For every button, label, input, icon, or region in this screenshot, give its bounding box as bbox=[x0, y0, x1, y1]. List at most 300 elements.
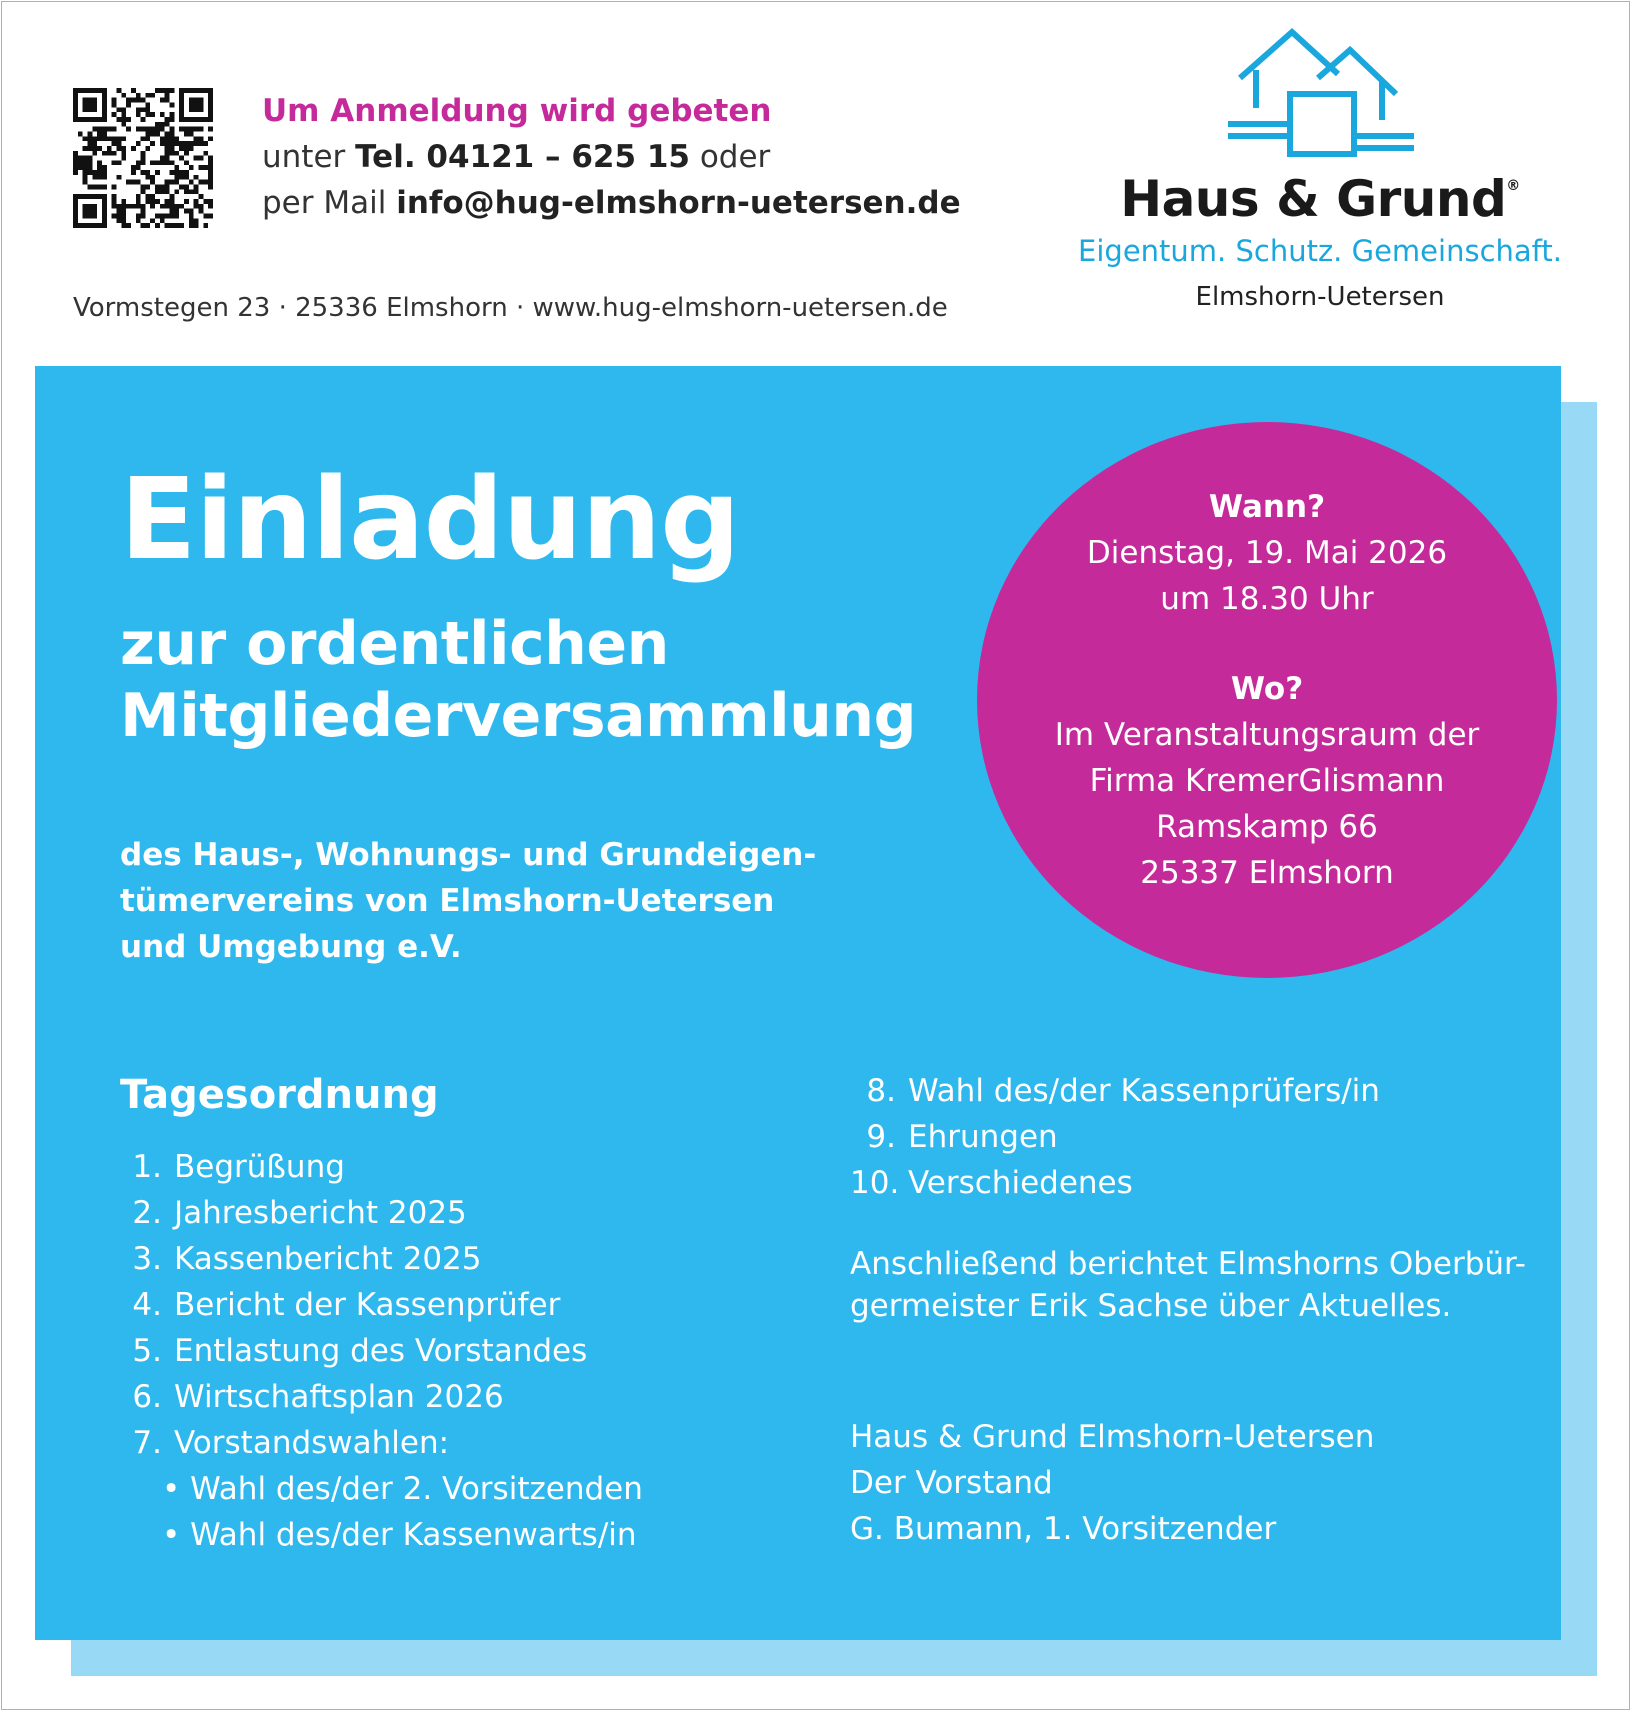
qr-module bbox=[73, 112, 78, 117]
qr-module bbox=[87, 214, 92, 219]
qr-module bbox=[116, 136, 121, 141]
association-line-1: des Haus-, Wohnungs- und Grundeigen- bbox=[120, 837, 817, 873]
qr-module bbox=[83, 204, 88, 209]
qr-module bbox=[189, 102, 194, 107]
agenda-sub-item: • Wahl des/der Kassenwarts/in bbox=[162, 1517, 637, 1553]
qr-module bbox=[155, 127, 160, 132]
qr-module bbox=[121, 136, 126, 141]
agenda-item-number: 2. bbox=[132, 1195, 162, 1231]
qr-module bbox=[92, 175, 97, 180]
event-time: um 18.30 Uhr bbox=[1160, 581, 1374, 617]
qr-module bbox=[170, 204, 175, 209]
qr-module bbox=[184, 141, 189, 146]
qr-module bbox=[174, 136, 179, 141]
registration-info bbox=[262, 88, 961, 226]
qr-module bbox=[165, 131, 170, 136]
registration-phone-line bbox=[262, 134, 961, 180]
invitation-subtitle bbox=[120, 608, 916, 752]
qr-module bbox=[107, 151, 112, 156]
qr-module bbox=[179, 185, 184, 190]
note-line-2: germeister Erik Sachse über Aktuelles. bbox=[850, 1288, 1452, 1324]
qr-module bbox=[97, 131, 102, 136]
qr-module bbox=[199, 156, 204, 161]
qr-module bbox=[189, 88, 194, 93]
qr-module bbox=[87, 98, 92, 103]
qr-module bbox=[165, 88, 170, 93]
qr-module bbox=[87, 136, 92, 141]
qr-module bbox=[208, 199, 213, 204]
qr-module bbox=[174, 165, 179, 170]
qr-module bbox=[150, 131, 155, 136]
qr-module bbox=[83, 102, 88, 107]
qr-module bbox=[126, 180, 131, 185]
qr-module bbox=[78, 223, 83, 228]
qr-module bbox=[97, 165, 102, 170]
qr-module bbox=[194, 199, 199, 204]
address-line: Vormstegen 23 · 25336 Elmshorn · www.hug-elmshorn-uetersen.de bbox=[73, 293, 948, 323]
qr-module bbox=[189, 223, 194, 228]
qr-module bbox=[199, 107, 204, 112]
qr-module bbox=[203, 180, 208, 185]
agenda-item-label: Jahresbericht 2025 bbox=[174, 1195, 467, 1231]
qr-module bbox=[141, 204, 146, 209]
qr-module bbox=[160, 156, 165, 161]
qr-module bbox=[87, 209, 92, 214]
qr-module bbox=[87, 107, 92, 112]
qr-module bbox=[92, 194, 97, 199]
agenda-item-number: 7. bbox=[132, 1425, 162, 1461]
place-line-1: Im Veranstaltungsraum der bbox=[1054, 717, 1480, 753]
qr-module bbox=[83, 165, 88, 170]
qr-module bbox=[179, 93, 184, 98]
qr-module bbox=[73, 165, 78, 170]
qr-module bbox=[73, 117, 78, 122]
signature-line-1: Haus & Grund Elmshorn-Uetersen bbox=[850, 1419, 1375, 1455]
qr-module bbox=[136, 112, 141, 117]
qr-module bbox=[112, 112, 117, 117]
qr-module bbox=[145, 185, 150, 190]
qr-module bbox=[165, 204, 170, 209]
qr-module bbox=[121, 151, 126, 156]
qr-module bbox=[102, 175, 107, 180]
qr-module bbox=[184, 170, 189, 175]
agenda-item bbox=[120, 1190, 643, 1236]
qr-module bbox=[83, 170, 88, 175]
qr-module bbox=[102, 131, 107, 136]
qr-module bbox=[150, 141, 155, 146]
qr-module bbox=[141, 189, 146, 194]
qr-module bbox=[73, 102, 78, 107]
qr-module bbox=[160, 122, 165, 127]
agenda-list-left bbox=[120, 1144, 643, 1558]
qr-module bbox=[170, 209, 175, 214]
qr-module bbox=[102, 185, 107, 190]
qr-module bbox=[136, 180, 141, 185]
qr-module bbox=[83, 107, 88, 112]
qr-module bbox=[184, 146, 189, 151]
qr-module bbox=[165, 223, 170, 228]
qr-module bbox=[116, 117, 121, 122]
qr-module bbox=[208, 180, 213, 185]
qr-module bbox=[141, 170, 146, 175]
qr-module bbox=[184, 127, 189, 132]
qr-module bbox=[208, 136, 213, 141]
announcement-note bbox=[850, 1243, 1526, 1327]
qr-module bbox=[102, 214, 107, 219]
agenda-sub-item: • Wahl des/der 2. Vorsitzenden bbox=[162, 1471, 643, 1507]
qr-module bbox=[102, 117, 107, 122]
qr-module bbox=[179, 223, 184, 228]
qr-module bbox=[208, 165, 213, 170]
qr-module bbox=[78, 160, 83, 165]
qr-module bbox=[92, 209, 97, 214]
qr-module bbox=[73, 214, 78, 219]
qr-module bbox=[78, 88, 83, 93]
qr-module bbox=[174, 214, 179, 219]
qr-module bbox=[184, 185, 189, 190]
where-label: Wo? bbox=[1230, 671, 1304, 707]
qr-module bbox=[83, 160, 88, 165]
qr-module bbox=[78, 165, 83, 170]
qr-module bbox=[112, 194, 117, 199]
qr-module bbox=[203, 117, 208, 122]
qr-module bbox=[170, 170, 175, 175]
qr-module bbox=[165, 93, 170, 98]
qr-module bbox=[170, 88, 175, 93]
agenda-item-label: Begrüßung bbox=[174, 1149, 345, 1185]
qr-module bbox=[116, 214, 121, 219]
agenda-item-number: 6. bbox=[132, 1379, 162, 1415]
qr-module bbox=[112, 127, 117, 132]
qr-module bbox=[184, 160, 189, 165]
qr-module bbox=[165, 136, 170, 141]
qr-module bbox=[189, 127, 194, 132]
agenda-item-number: 3. bbox=[132, 1241, 162, 1277]
qr-module bbox=[97, 117, 102, 122]
qr-module bbox=[145, 112, 150, 117]
qr-module bbox=[170, 146, 175, 151]
association-name bbox=[120, 832, 816, 970]
qr-module bbox=[194, 218, 199, 223]
qr-module bbox=[121, 214, 126, 219]
qr-module bbox=[150, 93, 155, 98]
qr-module bbox=[145, 102, 150, 107]
qr-module bbox=[73, 209, 78, 214]
qr-module bbox=[174, 180, 179, 185]
qr-module bbox=[160, 127, 165, 132]
qr-module bbox=[87, 131, 92, 136]
qr-module bbox=[184, 189, 189, 194]
qr-module bbox=[145, 170, 150, 175]
agenda-item bbox=[120, 1282, 643, 1328]
qr-module bbox=[203, 165, 208, 170]
qr-module bbox=[131, 204, 136, 209]
qr-module bbox=[97, 160, 102, 165]
qr-module bbox=[194, 189, 199, 194]
qr-module bbox=[165, 199, 170, 204]
qr-module bbox=[189, 218, 194, 223]
signature-line-3: G. Bumann, 1. Vorsitzender bbox=[850, 1511, 1277, 1547]
qr-module bbox=[131, 170, 136, 175]
qr-module bbox=[83, 146, 88, 151]
qr-module bbox=[97, 136, 102, 141]
agenda-item bbox=[120, 1374, 643, 1420]
qr-module bbox=[97, 127, 102, 132]
qr-module bbox=[203, 223, 208, 228]
qr-module bbox=[116, 160, 121, 165]
note-line-1: Anschließend berichtet Elmshorns Oberbür- bbox=[850, 1246, 1526, 1282]
qr-module bbox=[165, 141, 170, 146]
qr-module bbox=[92, 151, 97, 156]
agenda-item-label: Entlastung des Vorstandes bbox=[174, 1333, 588, 1369]
qr-module bbox=[92, 107, 97, 112]
qr-module bbox=[136, 127, 141, 132]
qr-module bbox=[73, 170, 78, 175]
qr-module bbox=[208, 214, 213, 219]
agenda-item bbox=[120, 1420, 643, 1466]
event-details bbox=[977, 484, 1557, 896]
qr-module bbox=[199, 136, 204, 141]
qr-module bbox=[145, 223, 150, 228]
qr-module bbox=[73, 218, 78, 223]
qr-module bbox=[83, 117, 88, 122]
qr-module bbox=[136, 93, 141, 98]
qr-module bbox=[87, 156, 92, 161]
agenda-item-label: Vorstandswahlen: bbox=[174, 1425, 450, 1461]
qr-module bbox=[141, 209, 146, 214]
qr-module bbox=[203, 88, 208, 93]
qr-module bbox=[121, 146, 126, 151]
qr-module bbox=[83, 180, 88, 185]
qr-module bbox=[121, 107, 126, 112]
qr-module bbox=[208, 175, 213, 180]
qr-module bbox=[194, 185, 199, 190]
qr-module bbox=[121, 223, 126, 228]
qr-module bbox=[136, 160, 141, 165]
qr-module bbox=[203, 214, 208, 219]
signature-line-2: Der Vorstand bbox=[850, 1465, 1053, 1501]
qr-module bbox=[170, 180, 175, 185]
qr-module bbox=[179, 127, 184, 132]
phone-prefix: unter bbox=[262, 139, 346, 175]
qr-module bbox=[136, 199, 141, 204]
house-logo-icon bbox=[1220, 24, 1420, 164]
agenda-item-label: Verschiedenes bbox=[908, 1165, 1133, 1201]
qr-module bbox=[83, 175, 88, 180]
qr-module bbox=[102, 199, 107, 204]
agenda-item-label: Wahl des/der Kassenprüfers/in bbox=[908, 1073, 1380, 1109]
qr-module bbox=[92, 223, 97, 228]
qr-module bbox=[126, 102, 131, 107]
qr-module bbox=[199, 98, 204, 103]
qr-module bbox=[112, 136, 117, 141]
qr-module bbox=[92, 98, 97, 103]
qr-module bbox=[141, 223, 146, 228]
qr-module bbox=[102, 107, 107, 112]
qr-module bbox=[92, 127, 97, 132]
qr-module bbox=[92, 102, 97, 107]
qr-module bbox=[136, 204, 141, 209]
agenda-item bbox=[120, 1144, 643, 1190]
qr-module bbox=[184, 131, 189, 136]
qr-module bbox=[97, 88, 102, 93]
qr-module bbox=[179, 112, 184, 117]
qr-code-icon[interactable] bbox=[73, 88, 213, 228]
qr-module bbox=[150, 204, 155, 209]
qr-module bbox=[116, 175, 121, 180]
qr-module bbox=[83, 209, 88, 214]
logo-brand-text: Haus & Grund bbox=[1120, 170, 1507, 228]
qr-module bbox=[165, 160, 170, 165]
qr-module bbox=[155, 199, 160, 204]
qr-module bbox=[92, 185, 97, 190]
qr-module bbox=[121, 122, 126, 127]
qr-module bbox=[170, 199, 175, 204]
qr-module bbox=[150, 218, 155, 223]
qr-module bbox=[179, 107, 184, 112]
qr-module bbox=[92, 141, 97, 146]
qr-module bbox=[199, 209, 204, 214]
qr-module bbox=[87, 141, 92, 146]
qr-module bbox=[189, 180, 194, 185]
qr-module bbox=[189, 107, 194, 112]
qr-module bbox=[112, 141, 117, 146]
qr-module bbox=[136, 107, 141, 112]
qr-module bbox=[179, 98, 184, 103]
agenda-item bbox=[850, 1160, 1380, 1206]
qr-module bbox=[92, 88, 97, 93]
mail-link[interactable]: info@hug-elmshorn-uetersen.de bbox=[396, 185, 961, 221]
qr-module bbox=[199, 180, 204, 185]
qr-module bbox=[73, 151, 78, 156]
qr-module bbox=[170, 160, 175, 165]
qr-module bbox=[145, 107, 150, 112]
qr-module bbox=[174, 209, 179, 214]
qr-module bbox=[208, 204, 213, 209]
qr-module bbox=[141, 151, 146, 156]
qr-module bbox=[145, 93, 150, 98]
qr-module bbox=[208, 112, 213, 117]
qr-module bbox=[155, 122, 160, 127]
qr-module bbox=[141, 185, 146, 190]
qr-module bbox=[131, 146, 136, 151]
qr-module bbox=[155, 185, 160, 190]
qr-module bbox=[73, 88, 78, 93]
qr-module bbox=[170, 136, 175, 141]
qr-module bbox=[73, 93, 78, 98]
qr-module bbox=[199, 165, 204, 170]
qr-module bbox=[145, 127, 150, 132]
qr-module bbox=[160, 189, 165, 194]
qr-module bbox=[155, 160, 160, 165]
qr-module bbox=[179, 146, 184, 151]
qr-module bbox=[73, 204, 78, 209]
qr-module bbox=[112, 151, 117, 156]
qr-module bbox=[97, 175, 102, 180]
qr-module bbox=[208, 117, 213, 122]
qr-module bbox=[87, 117, 92, 122]
mail-prefix: per Mail bbox=[262, 185, 387, 221]
qr-module bbox=[184, 151, 189, 156]
qr-module bbox=[208, 98, 213, 103]
qr-module bbox=[150, 175, 155, 180]
qr-module bbox=[131, 180, 136, 185]
qr-module bbox=[87, 165, 92, 170]
agenda-item-label: Wirtschaftsplan 2026 bbox=[174, 1379, 504, 1415]
qr-module bbox=[179, 117, 184, 122]
qr-module bbox=[145, 175, 150, 180]
subtitle-line-1: zur ordentlichen bbox=[120, 609, 669, 679]
qr-module bbox=[83, 214, 88, 219]
qr-module bbox=[97, 194, 102, 199]
qr-module bbox=[112, 160, 117, 165]
qr-module bbox=[97, 185, 102, 190]
qr-module bbox=[121, 93, 126, 98]
qr-module bbox=[160, 214, 165, 219]
qr-module bbox=[92, 136, 97, 141]
qr-module bbox=[73, 199, 78, 204]
qr-module bbox=[189, 189, 194, 194]
agenda-item-number: 1. bbox=[132, 1149, 162, 1185]
qr-module bbox=[102, 112, 107, 117]
qr-module bbox=[189, 209, 194, 214]
qr-module bbox=[145, 146, 150, 151]
qr-module bbox=[102, 170, 107, 175]
qr-module bbox=[208, 88, 213, 93]
qr-module bbox=[131, 88, 136, 93]
qr-module bbox=[150, 127, 155, 132]
association-line-2: tümervereins von Elmshorn-Uetersen bbox=[120, 883, 775, 919]
phone-suffix: oder bbox=[699, 139, 771, 175]
qr-module bbox=[83, 88, 88, 93]
qr-module bbox=[73, 160, 78, 165]
qr-module bbox=[184, 88, 189, 93]
qr-module bbox=[174, 170, 179, 175]
event-date: Dienstag, 19. Mai 2026 bbox=[1086, 535, 1448, 571]
qr-module bbox=[160, 141, 165, 146]
qr-module bbox=[179, 204, 184, 209]
qr-module bbox=[78, 117, 83, 122]
qr-module bbox=[112, 185, 117, 190]
qr-module bbox=[208, 170, 213, 175]
agenda-item bbox=[850, 1114, 1380, 1160]
qr-module bbox=[141, 160, 146, 165]
qr-module bbox=[73, 156, 78, 161]
qr-module bbox=[194, 127, 199, 132]
qr-module bbox=[92, 214, 97, 219]
qr-module bbox=[194, 88, 199, 93]
qr-module bbox=[121, 112, 126, 117]
qr-module bbox=[189, 117, 194, 122]
qr-module bbox=[189, 165, 194, 170]
qr-module bbox=[208, 160, 213, 165]
logo-slogan: Eigentum. Schutz. Gemeinschaft. bbox=[1078, 234, 1562, 268]
qr-module bbox=[179, 88, 184, 93]
qr-module bbox=[199, 194, 204, 199]
qr-module bbox=[174, 141, 179, 146]
agenda-item bbox=[120, 1328, 643, 1374]
agenda-item-number: 8. bbox=[866, 1073, 896, 1109]
qr-module bbox=[194, 98, 199, 103]
qr-module bbox=[92, 146, 97, 151]
qr-module bbox=[155, 170, 160, 175]
qr-module bbox=[112, 199, 117, 204]
registered-mark: ® bbox=[1506, 178, 1520, 194]
qr-module bbox=[83, 136, 88, 141]
qr-module bbox=[184, 117, 189, 122]
qr-module bbox=[126, 204, 131, 209]
qr-module bbox=[194, 141, 199, 146]
